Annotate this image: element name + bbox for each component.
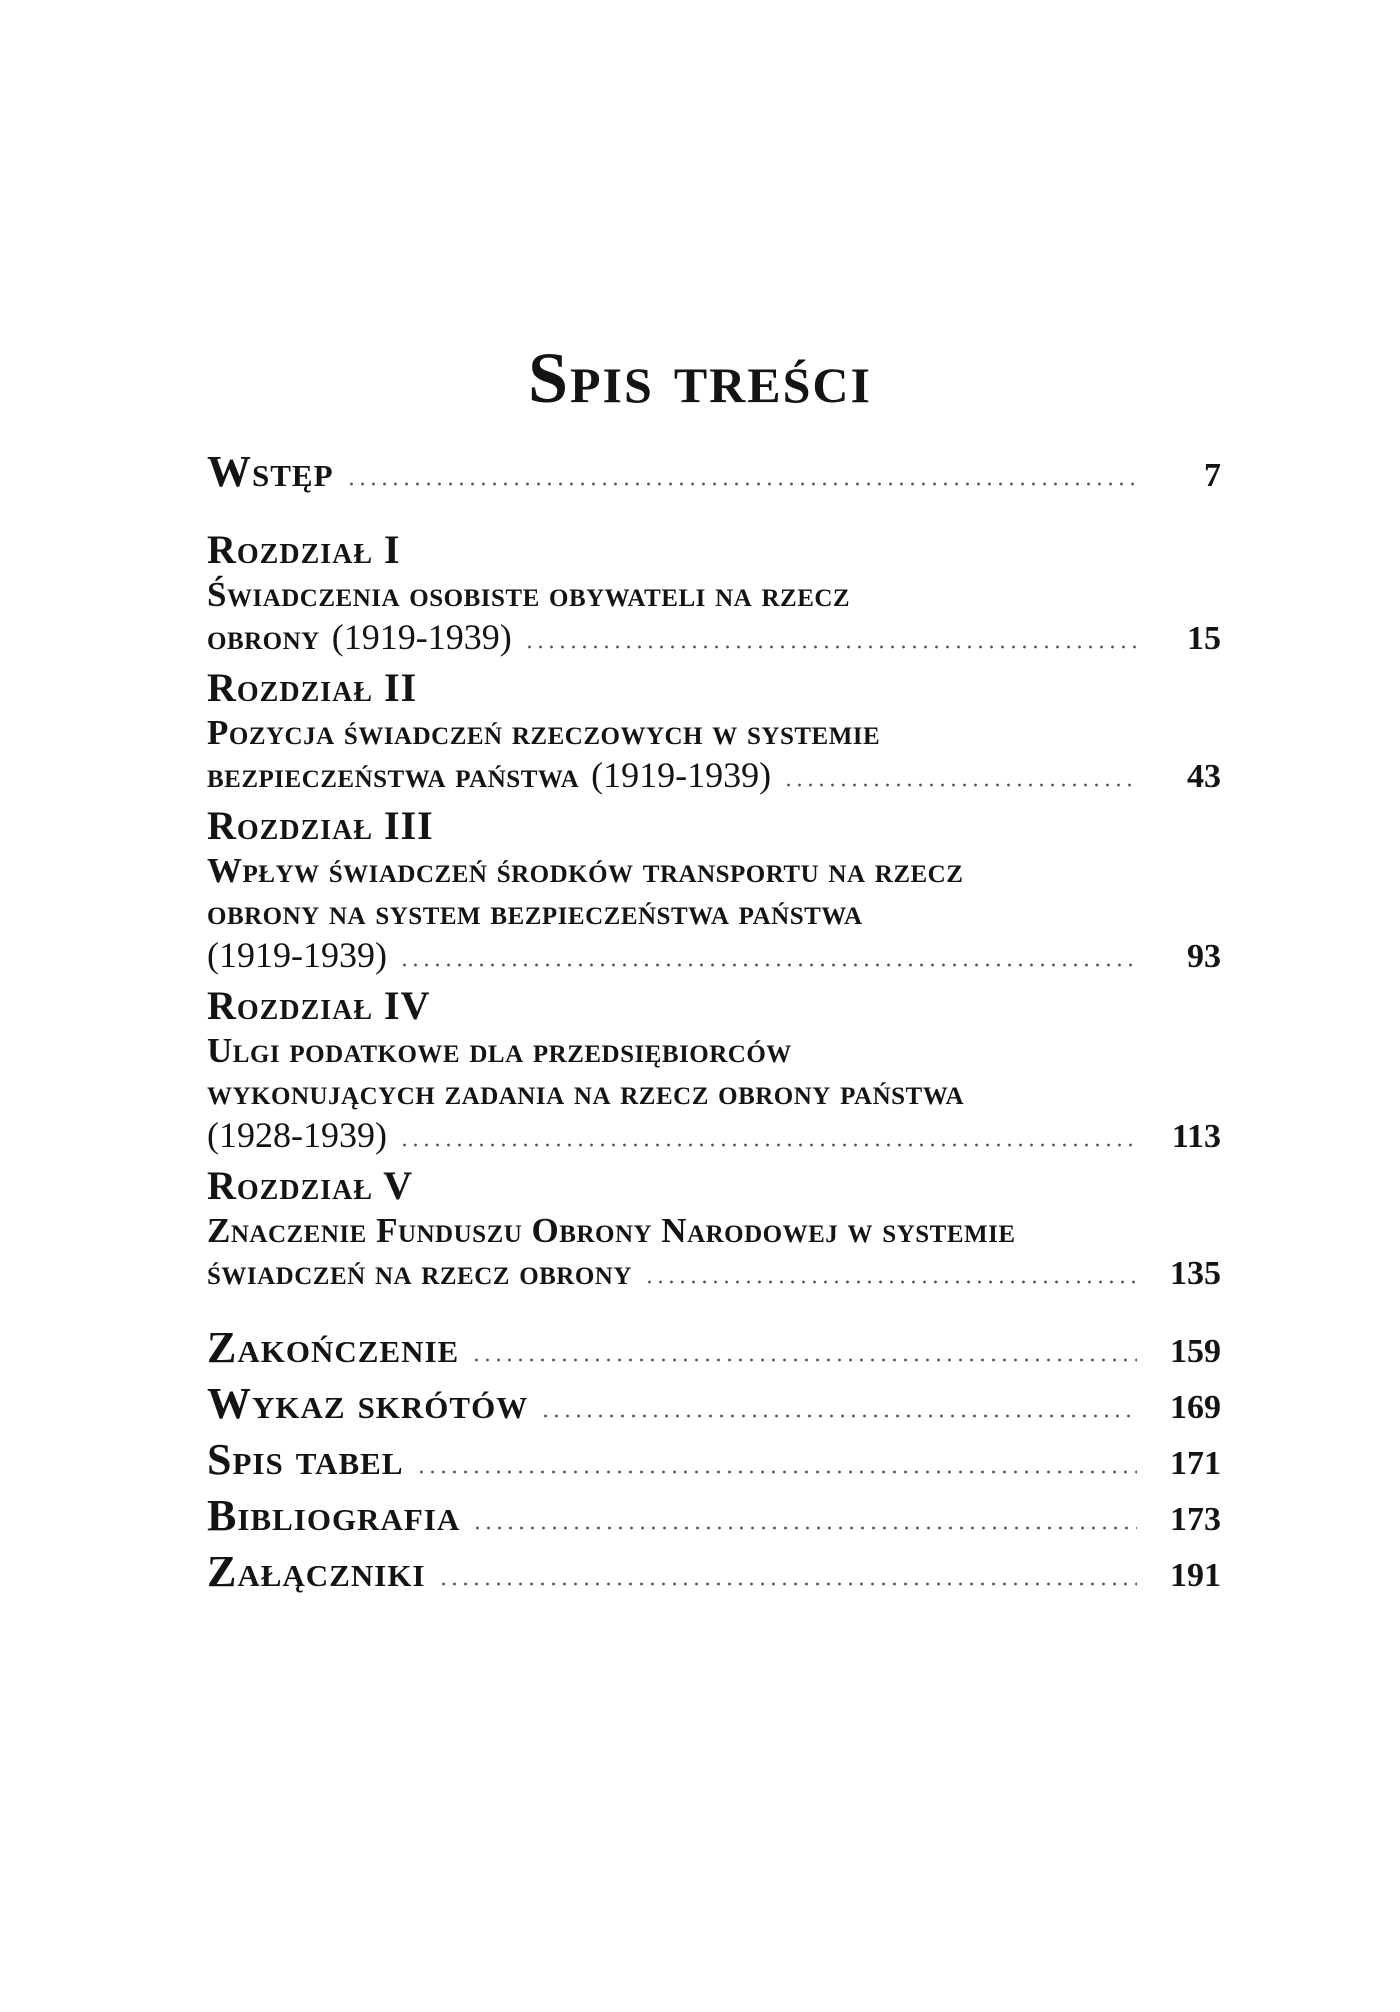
toc-page-number: 15 xyxy=(1187,620,1221,657)
dot-leader xyxy=(472,1526,1137,1530)
toc-chapter-2[interactable] xyxy=(207,664,1221,798)
chapter-years: (1919-1939) xyxy=(331,617,512,657)
toc-entry-label: Bibliografia xyxy=(207,1491,461,1540)
dot-leader xyxy=(471,1358,1137,1362)
chapter-title-line: świadczeń na rzecz obrony xyxy=(207,1253,632,1292)
toc-chapter-5[interactable] xyxy=(207,1162,1221,1295)
dot-leader xyxy=(524,645,1137,649)
toc-entry-label: Załączniki xyxy=(207,1547,426,1596)
toc-entry-bibliography[interactable] xyxy=(207,1490,1221,1541)
dot-leader xyxy=(416,1470,1137,1474)
dot-leader xyxy=(783,783,1137,787)
toc-page-number: 173 xyxy=(1170,1501,1221,1538)
toc-chapter-1[interactable] xyxy=(207,526,1221,660)
toc-page-number: 113 xyxy=(1171,1118,1221,1155)
chapter-title-line: bezpieczeństwa państwa xyxy=(207,756,580,795)
toc-entry-label: Zakończenie xyxy=(207,1323,460,1372)
toc-page-number: 7 xyxy=(1204,457,1221,494)
toc-page-number: 93 xyxy=(1187,938,1221,975)
dot-leader xyxy=(644,1280,1137,1284)
dot-leader xyxy=(346,482,1137,486)
chapter-title-line: Pozycja świadczeń rzeczowych w systemie xyxy=(207,713,881,752)
chapter-heading: Rozdział I xyxy=(207,527,401,572)
dot-leader xyxy=(540,1414,1137,1418)
chapter-title-line: Ulgi podatkowe dla przedsiębiorców xyxy=(207,1031,792,1070)
dot-leader xyxy=(399,963,1137,967)
toc-entry-intro[interactable] xyxy=(207,446,1221,497)
chapter-title-line: Znaczenie Funduszu Obrony Narodowej w systemie xyxy=(207,1211,1016,1250)
chapter-heading: Rozdział V xyxy=(207,1163,414,1208)
dot-leader xyxy=(438,1582,1138,1586)
chapter-title-line: Wpływ świadczeń środków transportu na rzecz xyxy=(207,851,964,890)
chapter-title-line: wykonujących zadania na rzecz obrony państwa xyxy=(207,1073,964,1112)
toc-page-number: 169 xyxy=(1170,1389,1221,1426)
toc-entry-abbreviations[interactable] xyxy=(207,1378,1221,1429)
toc-page-number: 159 xyxy=(1170,1333,1221,1370)
toc-entry-label: Wstęp xyxy=(207,447,334,496)
toc-page-number: 43 xyxy=(1187,758,1221,795)
chapter-heading: Rozdział III xyxy=(207,803,434,848)
toc-entry-label: Wykaz skrótów xyxy=(207,1379,529,1428)
chapter-years: (1928-1939) xyxy=(207,1115,387,1155)
page-title: Spis treści xyxy=(527,338,873,418)
toc-entry-appendices[interactable] xyxy=(207,1546,1221,1597)
toc-chapter-3[interactable] xyxy=(207,802,1221,978)
chapter-heading: Rozdział II xyxy=(207,665,418,710)
chapter-title-line: obrony na system bezpieczeństwa państwa xyxy=(207,893,863,932)
toc-entry-conclusion[interactable] xyxy=(207,1322,1221,1373)
toc-page-number: 135 xyxy=(1170,1255,1221,1292)
toc-chapter-4[interactable] xyxy=(207,982,1221,1158)
toc-page-number: 191 xyxy=(1170,1557,1221,1594)
chapter-title-line: obrony xyxy=(207,618,320,657)
chapter-heading: Rozdział IV xyxy=(207,983,431,1028)
toc-entry-tables[interactable] xyxy=(207,1434,1221,1485)
toc-page-number: 171 xyxy=(1170,1445,1221,1482)
chapter-years: (1919-1939) xyxy=(207,935,387,975)
dot-leader xyxy=(399,1143,1137,1147)
chapter-title-line: Świadczenia osobiste obywateli na rzecz xyxy=(207,575,851,614)
chapter-years: (1919-1939) xyxy=(591,755,772,795)
toc-entry-label: Spis tabel xyxy=(207,1435,404,1484)
